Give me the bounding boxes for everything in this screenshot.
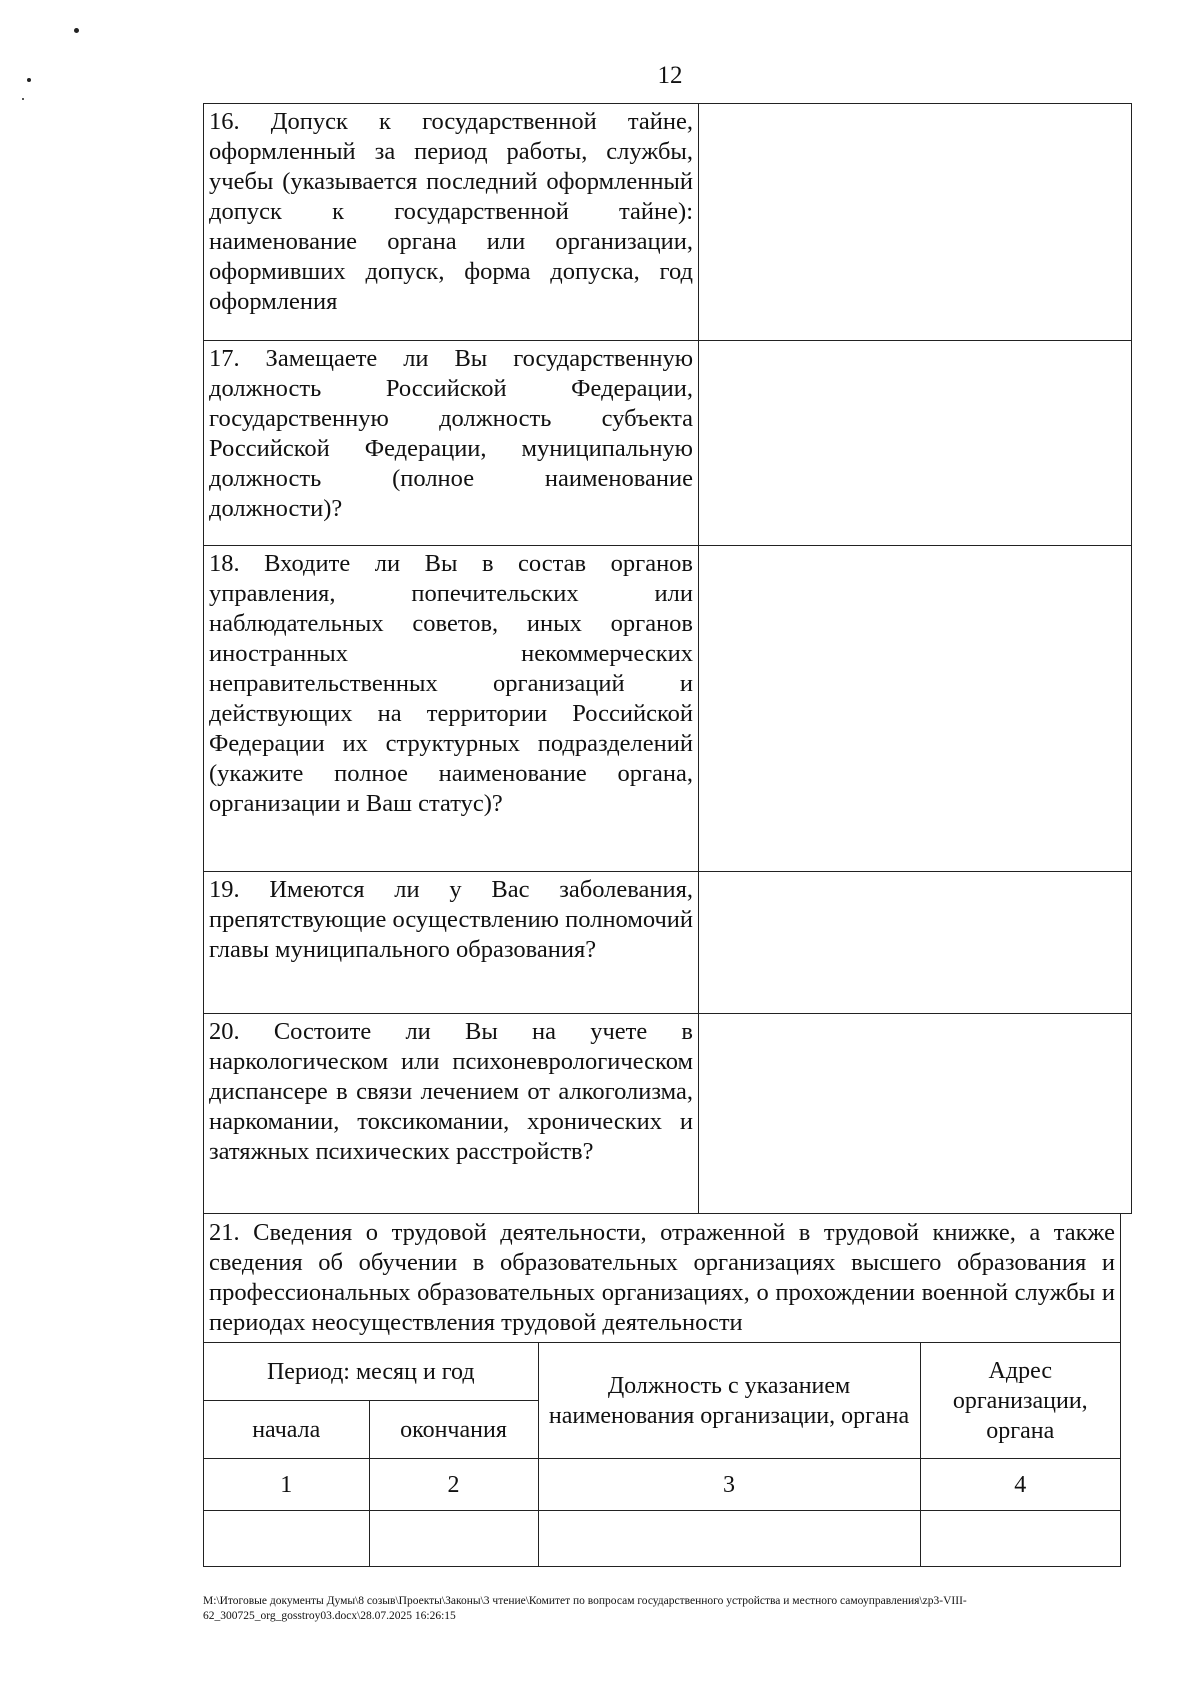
answer-19-cell[interactable] <box>699 872 1132 1014</box>
column-number-row <box>204 1459 1120 1511</box>
column-number: 1 <box>204 1459 369 1511</box>
labor-header-row <box>204 1343 1120 1401</box>
answer-20-cell[interactable] <box>699 1014 1132 1214</box>
answer-17-cell[interactable] <box>699 341 1132 546</box>
question-16: 16. Допуск к государственной тайне, оформленный за период работы, службы, учебы (указывается последний оформленный допуск к государственной тайне): наименование органа или организации, оформивших допуск, форма допуска, год оформления <box>204 104 699 341</box>
position-header: Должность с указанием наименования организации, органа <box>538 1343 920 1459</box>
start-header: начала <box>204 1401 369 1459</box>
position-cell[interactable] <box>538 1511 920 1566</box>
end-date-cell[interactable] <box>369 1511 538 1566</box>
labor-activity-section <box>203 1213 1121 1567</box>
question-row <box>204 1014 1132 1214</box>
start-date-cell[interactable] <box>204 1511 369 1566</box>
column-number: 4 <box>920 1459 1120 1511</box>
questionnaire-table <box>203 103 1132 1214</box>
question-row <box>204 104 1132 341</box>
address-cell[interactable] <box>920 1511 1120 1566</box>
question-17: 17. Замещаете ли Вы государственную должность Российской Федерации, государственную должность субъекта Российской Федерации, муниципальную должность (полное наименование должности)? <box>204 341 699 546</box>
labor-entry-row <box>204 1511 1120 1566</box>
question-row <box>204 341 1132 546</box>
labor-section-title: 21. Сведения о трудовой деятельности, отраженной в трудовой книжке, а также сведения об обучении в образовательных организациях высшего образования и профессиональных образовательных организациях, о прохождении военной службы и периодах неосуществления трудовой деятельности <box>209 1219 1115 1336</box>
question-row <box>204 872 1132 1014</box>
period-header: Период: месяц и год <box>204 1343 538 1401</box>
question-20: 20. Состоите ли Вы на учете в наркологическом или психоневрологическом диспансере в связи лечением от алкоголизма, наркомании, токсикомании, хронических и затяжных психических расстройств? <box>204 1014 699 1214</box>
column-number: 3 <box>538 1459 920 1511</box>
column-number: 2 <box>369 1459 538 1511</box>
address-header: Адрес организации, органа <box>920 1343 1120 1459</box>
page-number: 12 <box>657 62 683 89</box>
scan-speck <box>74 28 79 33</box>
end-header: окончания <box>369 1401 538 1459</box>
file-path-footer: M:\Итоговые документы Думы\8 созыв\Проекты\Законы\3 чтение\Комитет по вопросам государственного устройства и местного самоуправления\zp3-VIII-62_300725_org_gosstroy03.docx\28.07.2025 16:26:15 <box>203 1595 967 1622</box>
question-18: 18. Входите ли Вы в состав органов управления, попечительских или наблюдательных советов, иных органов иностранных некоммерческих неправительственных организаций и действующих на территории Российской Федерации их структурных подразделений (укажите полное наименование органа, организации и Ваш статус)? <box>204 546 699 872</box>
question-row <box>204 546 1132 872</box>
answer-18-cell[interactable] <box>699 546 1132 872</box>
scan-speck <box>22 98 24 100</box>
answer-16-cell[interactable] <box>699 104 1132 341</box>
labor-table <box>204 1342 1120 1566</box>
question-19: 19. Имеются ли у Вас заболевания, препятствующие осуществлению полномочий главы муниципального образования? <box>204 872 699 1014</box>
